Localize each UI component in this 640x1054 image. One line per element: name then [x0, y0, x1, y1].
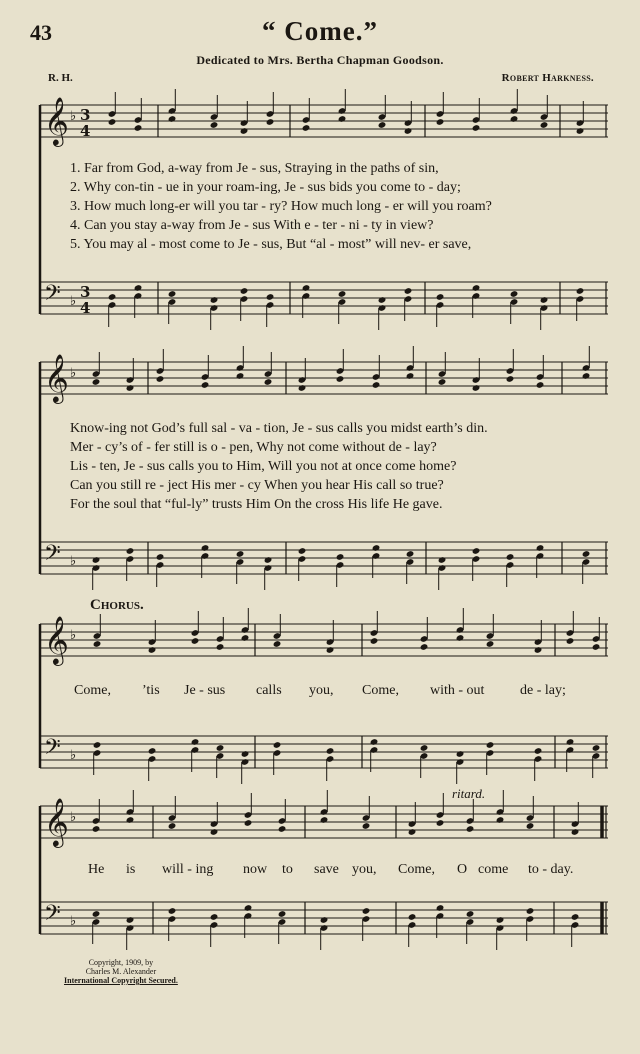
note-head: [191, 738, 200, 746]
verse-5-line-2: For the soul that “ful-ly” trusts Him On the cross His life He gave.: [70, 497, 443, 512]
flat-key-signature-icon: ♭: [70, 914, 77, 929]
note-head: [134, 124, 143, 132]
note-head: [436, 819, 445, 827]
note-head: [148, 747, 157, 755]
note-head: [241, 750, 250, 758]
note-head: [92, 825, 101, 833]
note-head: [420, 744, 429, 752]
note-head: [93, 640, 102, 648]
note-head: [566, 738, 575, 746]
note-head: [273, 741, 282, 749]
note-head: [236, 550, 245, 558]
note-head: [201, 544, 210, 552]
copyright-notice: [64, 958, 178, 985]
bass-clef-icon: 𝄢: [44, 281, 61, 311]
verse-4-line-1: 4. Can you stay a-way from Je - sus With e - ter - ni - ty in view?: [70, 218, 434, 233]
note-head: [240, 127, 249, 135]
note-head: [126, 916, 135, 924]
chorus-lyric: ’tis: [142, 683, 160, 698]
note-head: [438, 378, 447, 386]
copyright-line: Copyright, 1909, by: [88, 958, 154, 967]
note-head: [510, 290, 519, 298]
note-head: [370, 637, 379, 645]
note-head: [436, 904, 445, 912]
copyright-line: International Copyright Secured.: [64, 976, 178, 985]
words-author: R. H.: [48, 72, 73, 84]
chorus-lyric: to: [282, 862, 293, 877]
note-head: [466, 910, 475, 918]
note-head: [210, 828, 219, 836]
note-head: [372, 381, 381, 389]
note-head: [496, 816, 505, 824]
note-head: [210, 296, 219, 304]
note-head: [362, 822, 371, 830]
note-head: [210, 121, 219, 129]
verse-1-line-2: Know-ing not God’s full sal - va - tion, Je - sus calls you midst earth’s din.: [70, 421, 488, 436]
note-head: [540, 121, 549, 129]
note-head: [378, 296, 387, 304]
note-head: [370, 738, 379, 746]
chorus-lyric: Come,: [362, 683, 399, 698]
note-head: [156, 375, 165, 383]
time-signature-bottom: 4: [80, 122, 91, 140]
note-head: [134, 284, 143, 292]
treble-clef-icon: 𝄞: [44, 615, 69, 664]
note-head: [336, 375, 345, 383]
chorus-label: Chorus.: [90, 597, 144, 613]
note-head: [264, 556, 273, 564]
verse-3-line-1: 3. How much long-er will you tar - ry? How much long - er will you roam?: [70, 199, 492, 214]
note-head: [406, 550, 415, 558]
note-head: [506, 553, 515, 561]
note-head: [576, 287, 585, 295]
note-head: [566, 637, 575, 645]
note-head: [506, 375, 515, 383]
flat-key-signature-icon: ♭: [70, 554, 77, 569]
note-head: [534, 747, 543, 755]
note-head: [126, 384, 135, 392]
chorus-lyric: come: [478, 862, 509, 877]
verse-2-line-1: 2. Why con-tin - ue in your roam-ing, Je - sus bids you come to - day;: [70, 180, 461, 195]
note-head: [320, 916, 329, 924]
note-head: [326, 646, 335, 654]
note-head: [536, 381, 545, 389]
chorus-lyric: you,: [352, 862, 377, 877]
note-head: [273, 640, 282, 648]
note-head: [378, 121, 387, 129]
note-head: [278, 910, 287, 918]
verse-3-line-2: Lis - ten, Je - sus calls you to Him, Will you not at once come home?: [70, 459, 457, 474]
note-head: [92, 378, 101, 386]
note-head: [526, 822, 535, 830]
chorus-lyric: de - lay;: [520, 683, 566, 698]
note-head: [336, 553, 345, 561]
note-head: [338, 115, 347, 123]
chorus-lyric: Je - sus: [184, 683, 226, 698]
chorus-lyric: Come,: [398, 862, 435, 877]
chorus-lyric: now: [243, 862, 268, 877]
note-head: [510, 115, 519, 123]
chorus-lyric: O: [457, 862, 468, 877]
note-head: [404, 127, 413, 135]
note-head: [241, 634, 250, 642]
note-head: [540, 296, 549, 304]
chorus-lyric: He: [88, 862, 105, 877]
treble-clef-icon: 𝄞: [44, 797, 69, 846]
note-head: [320, 816, 329, 824]
note-head: [534, 646, 543, 654]
note-head: [338, 290, 347, 298]
note-head: [266, 293, 275, 301]
verse-1-line-1: 1. Far from God, a-way from Je - sus, Straying in the paths of sin,: [70, 161, 439, 176]
note-head: [408, 913, 417, 921]
note-head: [191, 637, 200, 645]
note-head: [592, 744, 601, 752]
note-head: [406, 372, 415, 380]
copyright-line: Charles M. Alexander: [85, 967, 157, 976]
note-head: [302, 284, 311, 292]
note-head: [108, 118, 117, 126]
note-head: [216, 744, 225, 752]
note-head: [472, 547, 481, 555]
note-head: [456, 750, 465, 758]
chorus-lyric: with - out: [430, 683, 485, 698]
note-head: [93, 741, 102, 749]
note-head: [266, 118, 275, 126]
note-head: [244, 904, 253, 912]
note-head: [244, 819, 253, 827]
chorus-lyric: save: [314, 862, 339, 877]
bass-clef-icon: 𝄢: [44, 541, 61, 571]
note-head: [472, 284, 481, 292]
note-head: [216, 643, 225, 651]
note-head: [582, 550, 591, 558]
note-head: [148, 646, 157, 654]
note-head: [404, 287, 413, 295]
note-head: [362, 907, 371, 915]
note-head: [571, 828, 580, 836]
hymn-title: “ Come.”: [262, 16, 378, 46]
note-head: [168, 907, 177, 915]
verse-2-line-2: Mer - cy’s of - fer still is o - pen, Why not come without de - lay?: [70, 440, 437, 455]
note-head: [108, 293, 117, 301]
note-head: [156, 553, 165, 561]
note-head: [486, 640, 495, 648]
note-head: [582, 372, 591, 380]
note-head: [236, 372, 245, 380]
note-head: [126, 816, 135, 824]
page-number: 43: [30, 20, 52, 45]
note-head: [496, 916, 505, 924]
note-head: [298, 547, 307, 555]
chorus-lyric: Come,: [74, 683, 111, 698]
flat-key-signature-icon: ♭: [70, 366, 77, 381]
note-head: [536, 544, 545, 552]
note-head: [168, 822, 177, 830]
note-head: [466, 825, 475, 833]
note-head: [298, 384, 307, 392]
music-composer: Robert Harkness.: [501, 72, 594, 84]
note-head: [571, 913, 580, 921]
time-signature-bottom: 4: [80, 299, 91, 317]
bass-clef-icon: 𝄢: [44, 901, 61, 931]
flat-key-signature-icon: ♭: [70, 628, 77, 643]
flat-key-signature-icon: ♭: [70, 294, 77, 309]
note-head: [486, 741, 495, 749]
note-head: [372, 544, 381, 552]
note-head: [592, 643, 601, 651]
treble-clef-icon: 𝄞: [44, 96, 69, 145]
note-head: [526, 907, 535, 915]
chorus-lyric: will - ing: [162, 862, 214, 877]
note-head: [456, 634, 465, 642]
verse-4-line-2: Can you still re - ject His mer - cy When you hear His call so true?: [70, 478, 444, 493]
note-head: [326, 747, 335, 755]
chorus-lyric: is: [126, 862, 136, 877]
time-signature-top: 3: [80, 283, 91, 301]
note-head: [240, 287, 249, 295]
note-head: [168, 290, 177, 298]
treble-clef-icon: 𝄞: [44, 353, 69, 402]
note-head: [408, 828, 417, 836]
flat-key-signature-icon: ♭: [70, 109, 77, 124]
flat-key-signature-icon: ♭: [70, 748, 77, 763]
note-head: [436, 118, 445, 126]
note-head: [210, 913, 219, 921]
note-head: [302, 124, 311, 132]
chorus-lyric: to - day.: [528, 862, 574, 877]
note-head: [92, 556, 101, 564]
note-head: [436, 293, 445, 301]
note-head: [168, 115, 177, 123]
dedication: Dedicated to Mrs. Bertha Chapman Goodson.: [196, 53, 444, 67]
chorus-lyric: calls: [256, 683, 282, 698]
bass-clef-icon: 𝄢: [44, 735, 61, 765]
verse-5-line-1: 5. You may al - most come to Je - sus, But “al - most” will nev- er save,: [70, 237, 472, 252]
note-head: [576, 127, 585, 135]
time-signature-top: 3: [80, 106, 91, 124]
note-head: [201, 381, 210, 389]
tempo-marking: ritard.: [452, 786, 486, 801]
note-head: [472, 384, 481, 392]
note-head: [92, 910, 101, 918]
flat-key-signature-icon: ♭: [70, 810, 77, 825]
note-head: [420, 643, 429, 651]
note-head: [264, 378, 273, 386]
note-head: [472, 124, 481, 132]
note-head: [438, 556, 447, 564]
chorus-lyric: you,: [309, 683, 334, 698]
note-head: [126, 547, 135, 555]
note-head: [278, 825, 287, 833]
